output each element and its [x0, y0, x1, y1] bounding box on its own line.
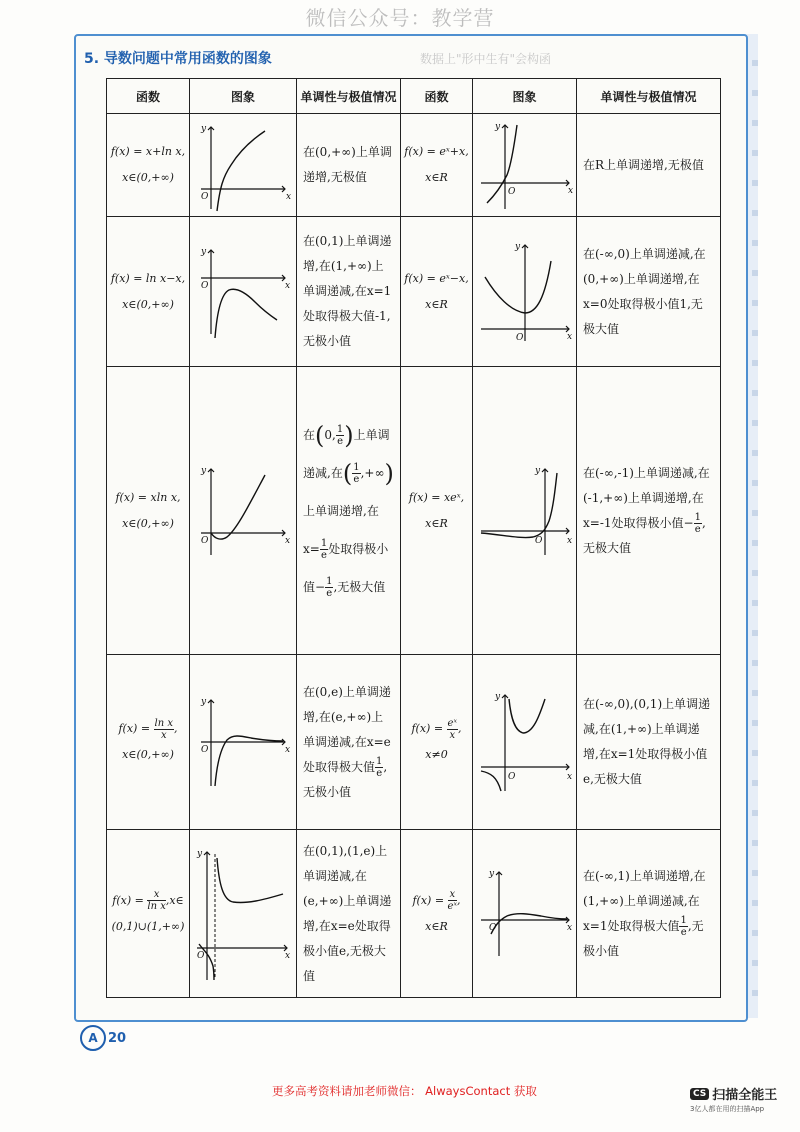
function-formula: f(x) = $\frac{x}{\text{eˣ}}$ ,: [412, 889, 461, 912]
axis-origin: O: [488, 922, 496, 933]
table-row: [107, 217, 721, 367]
function-cell: [401, 114, 473, 217]
axis-origin: O: [201, 280, 209, 291]
axis-label-y: y: [494, 122, 500, 132]
axis-label-x: x: [285, 950, 291, 961]
function-formula: f(x) = eˣ−x,: [404, 271, 469, 285]
fraction-1-over-e: $\frac{1}{e}$: [326, 575, 333, 599]
graph-cell: [473, 114, 577, 217]
graph-cell: [190, 830, 297, 998]
mono-description: 在R上单调递增,无极值: [577, 114, 721, 217]
fraction-1-over-e: $\frac{1}{e}$: [694, 511, 701, 535]
graph-cell: [190, 217, 297, 367]
desc-text: +∞: [364, 465, 385, 480]
desc-text: 在(-∞,-1)上单调递减,在(-1,+∞)上单调递增,在x=-1处取得极小值−: [583, 465, 710, 530]
axis-label-x: x: [566, 535, 572, 546]
axis-label-x: x: [285, 280, 291, 291]
camscanner-icon: CS: [690, 1088, 709, 1100]
fraction-1-over-e: $\frac{1}{e}$: [336, 423, 344, 447]
header-graph-right: 图象: [473, 79, 577, 114]
graph-xlnx: [193, 461, 293, 561]
axis-label-y: y: [201, 124, 207, 134]
axis-label-y: y: [488, 868, 494, 879]
page-number: [80, 1025, 126, 1051]
axis-label-x: x: [286, 192, 292, 202]
function-domain: x∈(0,+∞): [122, 516, 174, 530]
graph-lnx-minus-x: [193, 242, 293, 342]
axis-origin: O: [201, 192, 209, 202]
graph-exp-minus-x: [475, 237, 575, 347]
function-cell: [401, 367, 473, 655]
function-domain: x∈R: [425, 297, 448, 311]
function-formula: f(x) = xln x,: [115, 490, 181, 504]
axis-label-x: x: [285, 745, 291, 755]
function-domain: x∈(0,+∞): [122, 297, 174, 311]
function-graph-table: [106, 78, 721, 998]
axis-label-x: x: [566, 331, 572, 342]
fraction-formula: $\frac{\text{eˣ}}{x}$: [447, 717, 458, 741]
function-formula: f(x) = x+ln x,: [110, 145, 186, 158]
axis-origin: O: [201, 745, 209, 755]
graph-x-over-lnx: [193, 844, 293, 984]
graph-xex: [475, 461, 575, 561]
desc-text: ,无极大值: [583, 515, 706, 555]
graph-cell: [190, 114, 297, 217]
function-domain: x∈R: [425, 516, 448, 530]
axis-origin: O: [201, 535, 209, 546]
desc-text: ,: [360, 465, 365, 480]
graph-exp-plus-x: [475, 117, 575, 213]
table-row: [107, 367, 721, 655]
axis-label-y: y: [494, 692, 500, 702]
graph-cell: [190, 367, 297, 655]
axis-label-y: y: [534, 465, 540, 476]
axis-origin: O: [197, 950, 205, 961]
function-cell: [107, 655, 190, 830]
top-watermark: 微信公众号：教学营: [305, 6, 495, 30]
desc-text: 上单调递减,在: [303, 427, 390, 480]
graph-cell: [190, 655, 297, 830]
graph-ex-over-x: [475, 687, 575, 797]
mono-description: 在(0,+∞)上单调递增,无极值: [297, 114, 401, 217]
axis-label-y: y: [201, 465, 207, 476]
desc-text: 处取得极小值−: [303, 541, 389, 594]
graph-x-plus-lnx: [193, 117, 293, 213]
function-formula: f(x) = $\frac{\text{eˣ}}{x}$ ,: [411, 717, 462, 741]
graph-cell: [473, 830, 577, 998]
axis-origin: O: [507, 187, 515, 197]
desc-text: 在: [303, 427, 316, 442]
axis-label-x: x: [567, 186, 573, 196]
mono-description: [577, 830, 721, 998]
function-formula: f(x) = eˣ+x,: [404, 145, 469, 158]
axis-origin: O: [534, 535, 542, 546]
graph-cell: [473, 655, 577, 830]
axis-label-x: x: [566, 922, 572, 933]
fraction-1-over-e: $\frac{1}{e}$: [353, 461, 360, 485]
page-edge-ticks: [752, 60, 758, 1000]
table-row: [107, 830, 721, 998]
function-formula: f(x) = $\frac{\text{ln x}}{x}$ ,: [118, 717, 178, 741]
table-header-row: [107, 79, 721, 114]
mono-description: [297, 655, 401, 830]
desc-text: ,无极大值: [333, 579, 386, 594]
scanner-name: 扫描全能王: [712, 1088, 778, 1103]
graph-x-over-ex: [475, 864, 575, 964]
graph-cell: [473, 217, 577, 367]
axis-label-y: y: [201, 246, 207, 257]
function-cell: [107, 217, 190, 367]
scanner-tagline: 3亿人都在用的扫描App: [690, 1105, 765, 1113]
function-cell: [107, 367, 190, 655]
header-func-left: 函数: [107, 79, 190, 114]
book-logo-icon: A: [80, 1025, 106, 1051]
axis-origin: O: [507, 772, 515, 782]
function-domain: (0,1)∪(1,+∞): [111, 919, 185, 933]
fraction-1-over-e: $\frac{1}{e}$: [680, 914, 687, 938]
desc-text: 在(-∞,1)上单调递增,在(1,+∞)上单调递减,在x=1处取得极大值: [583, 868, 706, 933]
mono-description: [577, 367, 721, 655]
section-title: 5. 导数问题中常用函数的图象: [84, 51, 272, 67]
header-graph-left: 图象: [190, 79, 297, 114]
fraction-1-over-e: $\frac{1}{e}$: [376, 755, 383, 779]
function-cell: [401, 655, 473, 830]
footer-note: 更多高考资料请加老师微信： AlwaysContact 获取: [272, 1084, 537, 1098]
function-cell: [107, 114, 190, 217]
scanner-watermark: [690, 1084, 777, 1114]
desc-text: 上单调递增,在x=: [303, 503, 379, 556]
function-cell: [401, 830, 473, 998]
header-func-right: 函数: [401, 79, 473, 114]
fraction-formula: $\frac{\text{ln x}}{x}$: [154, 717, 174, 741]
desc-text: ,无极小值: [583, 918, 704, 958]
function-domain: x∈(0,+∞): [122, 748, 174, 761]
function-formula: f(x) = ln x−x,: [110, 271, 186, 285]
function-cell: [107, 830, 190, 998]
function-domain: x≠0: [425, 748, 448, 761]
mono-description: 在(-∞,0)上单调递减,在(0,+∞)上单调递增,在x=0处取得极小值1,无极大值: [577, 217, 721, 367]
table-row: [107, 114, 721, 217]
axis-label-y: y: [514, 241, 520, 252]
desc-text: 0,: [324, 427, 336, 442]
axis-label-x: x: [285, 535, 291, 546]
desc-text: 在(0,e)上单调递增,在(e,+∞)上单调递减,在x=e处取得极大值: [303, 684, 391, 774]
axis-label-y: y: [201, 697, 207, 707]
mono-description: 在(0,1),(1,e)上单调递减,在(e,+∞)上单调递增,在x=e处取得极小值e,无极大值: [297, 830, 401, 998]
function-formula: f(x) = $\frac{x}{\text{ln x}}$ ,x∈: [112, 889, 184, 912]
graph-lnx-over-x: [193, 692, 293, 792]
axis-label-x: x: [566, 772, 572, 782]
mono-description: 在(0,1)上单调递增,在(1,+∞)上单调递减,在x=1处取得极大值-1,无极小值: [297, 217, 401, 367]
function-domain: x∈R: [425, 171, 448, 184]
axis-label-y: y: [197, 848, 203, 859]
graph-cell: [473, 367, 577, 655]
function-domain: x∈R: [425, 919, 448, 933]
function-formula: f(x) = xeˣ,: [408, 490, 465, 504]
page-number-text: 20: [108, 1030, 127, 1046]
function-cell: [401, 217, 473, 367]
function-domain: x∈(0,+∞): [122, 171, 174, 184]
header-mono-left: 单调性与极值情况: [297, 79, 401, 114]
mono-description: 在(-∞,0),(0,1)上单调递减,在(1,+∞)上单调递增,在x=1处取得极小值e,无极大值: [577, 655, 721, 830]
fraction-formula: $\frac{x}{\text{ln x}}$: [147, 889, 166, 912]
header-mono-right: 单调性与极值情况: [577, 79, 721, 114]
mono-description: 在(0, $\frac{1}{e}$ )上单调递减,在( $\frac{1}{e}$ ,+∞)上单调递增,在x= $\frac{1}{e}$ 处取得极小值− $\frac{1}{e}$ ,无极大值: [297, 367, 401, 655]
axis-origin: O: [515, 332, 523, 343]
fraction-1-over-e: $\frac{1}{e}$: [320, 537, 328, 561]
desc-text: ,无极小值: [303, 759, 388, 799]
fraction-formula: $\frac{x}{\text{eˣ}}$: [447, 889, 458, 912]
table-row: [107, 655, 721, 830]
bleed-through-text: 数据上"形中生有"会构函: [420, 52, 552, 66]
